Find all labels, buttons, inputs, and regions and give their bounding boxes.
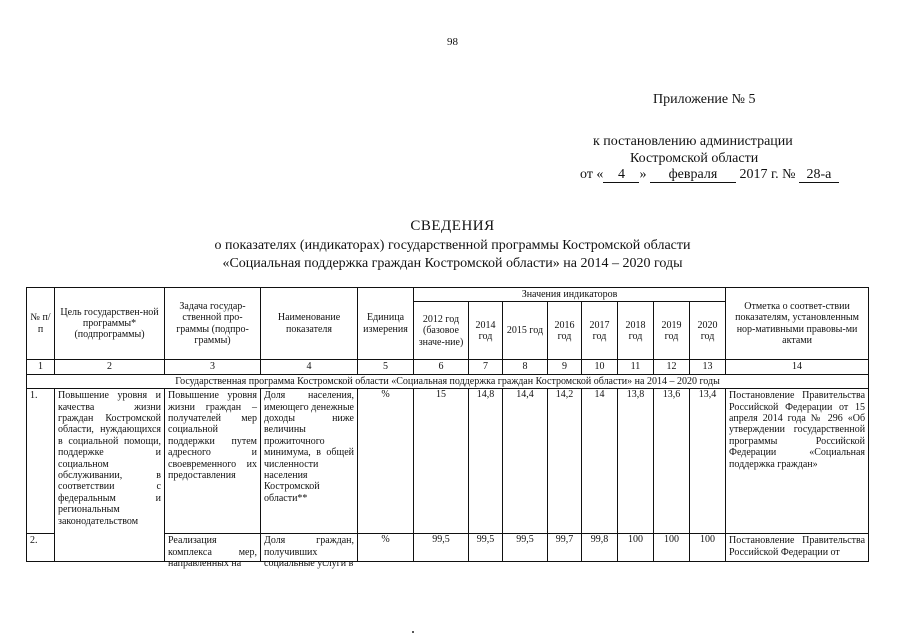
decree-line-2: Костромской области [630,151,759,166]
date-year: 2017 г. № [739,167,796,182]
row-task: Повышение уровня жизни граждан – получателей мер социальной поддержки путем адресного и своевременного их предоставления [165,389,261,534]
scan-mark [412,631,414,633]
document-subtitle-1: о показателях (индикаторах) государственной программы Костромской области [214,238,691,253]
row-value-2018: 100 [618,534,654,562]
appendix-title: Приложение № 5 [653,92,756,107]
header-compliance: Отметка о соответ-ствии показателям, установленным нор-мативными правовы-ми актами [726,288,869,360]
column-number: 1 [27,360,55,374]
header-year-2016: 2016 год [548,302,582,360]
row-value-2016: 99,7 [548,534,582,562]
date-day: 4 [603,168,639,183]
date-prefix: от « [580,167,604,182]
header-year-2017: 2017 год [582,302,618,360]
row-indicator-name [261,534,358,570]
header-row-1 [27,288,869,302]
column-number: 5 [358,360,414,374]
row-value-base: 15 [414,389,469,534]
header-year-2018: 2018 год [618,302,654,360]
column-number: 6 [414,360,469,374]
header-values-group: Значения индикаторов [414,288,726,302]
row-indicator-name: Доля населения, имеющего денежные доходы ниже величины прожиточного минимума, в общей численности населения Костромской области** [261,389,358,534]
row-value-2017: 99,8 [582,534,618,562]
row-value-2020: 100 [690,534,726,562]
header-indicator-name: Наименование показателя [261,288,358,360]
column-number: 8 [503,360,548,374]
row-unit: % [358,534,414,562]
row-goal: Повышение уровня и качества жизни граждан Костромской области, нуждающихся в социальной помощи, поддержке и социальном обслуживании, в соответствии с федеральным и региональным законодательством [55,389,165,562]
column-number: 9 [548,360,582,374]
row-value-base: 99,5 [414,534,469,562]
header-num: № п/п [27,288,55,360]
header-year-2015: 2015 год [503,302,548,360]
date-mid: » [639,167,647,182]
decree-number: 28-а [799,168,839,183]
row-value-2020: 13,4 [690,389,726,534]
column-number: 3 [165,360,261,374]
date-month: февраля [650,168,736,183]
column-number: 2 [55,360,165,374]
header-unit: Единица измерения [358,288,414,360]
header-year-2014: 2014 год [469,302,503,360]
program-title-cell: Государственная программа Костромской области «Социальная поддержка граждан Костромской области» на 2014 – 2020 годы [27,374,869,388]
row-indicator-name-text: Доля граждан, получивших социальные услуги в [264,535,354,570]
row-value-2014: 14,8 [469,389,503,534]
document-title: СВЕДЕНИЯ [410,218,495,234]
row-value-2016: 14,2 [548,389,582,534]
row-value-2019: 100 [654,534,690,562]
header-goal: Цель государствен-ной программы* (подпрограммы) [55,288,165,360]
column-number: 14 [726,360,869,374]
program-row [27,374,869,388]
row-unit: % [358,389,414,534]
row-value-2014: 99,5 [469,534,503,562]
row-task [165,534,261,570]
column-number: 7 [469,360,503,374]
header-year-2019: 2019 год [654,302,690,360]
row-num: 2. [27,534,55,562]
row-value-2018: 13,8 [618,389,654,534]
decree-date-line [580,167,839,183]
column-number: 12 [654,360,690,374]
row-value-2019: 13,6 [654,389,690,534]
row-value-2015: 14,4 [503,389,548,534]
row-value-2015: 99,5 [503,534,548,562]
row-compliance: Постановление Правительства Российской Федерации от 15 апреля 2014 года № 296 «Об утверждении государственной программы Российской Федерации «Социальная поддержка граждан» [726,389,869,534]
document-subtitle-2: «Социальная поддержка граждан Костромской области» на 2014 – 2020 годы [222,256,683,271]
column-number: 4 [261,360,358,374]
header-base-year: 2012 год (базовое значе-ние) [414,302,469,360]
column-number: 11 [618,360,654,374]
row-compliance [726,534,869,562]
row-compliance-text: Постановление Правительства Российской Федерации от [729,535,866,558]
decree-line-1: к постановлению администрации [593,134,793,149]
table-row [27,389,869,534]
column-number: 10 [582,360,618,374]
header-year-2020: 2020 год [690,302,726,360]
row-value-2017: 14 [582,389,618,534]
header-task: Задача государ-ственной про-граммы (подпро-граммы) [165,288,261,360]
column-number: 13 [690,360,726,374]
page-number: 98 [447,36,458,48]
row-num: 1. [27,389,55,534]
column-number-row [27,360,869,374]
row-task-text: Реализация комплекса мер, направленных на [168,535,257,570]
indicators-table [26,287,869,570]
